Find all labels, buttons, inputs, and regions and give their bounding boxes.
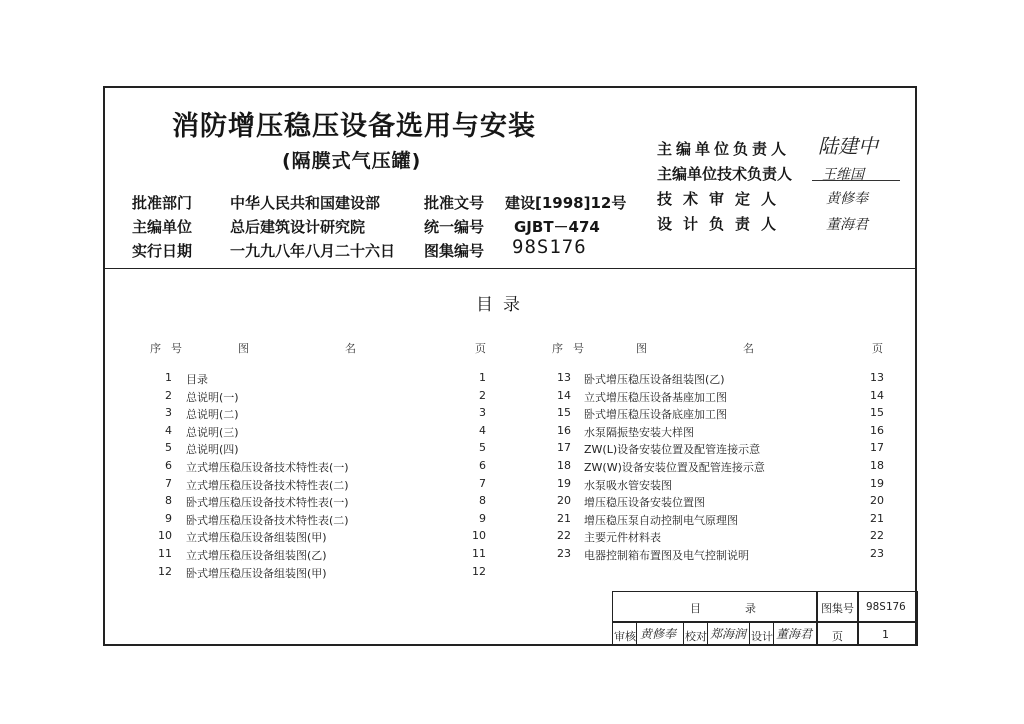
toc-row-page: 22 [870, 529, 884, 542]
toc-row-name: 目录 [186, 373, 208, 386]
chief-unit-value: 总后建筑设计研究院 [230, 218, 366, 236]
title-block-atlas-label: 图集号 [821, 602, 854, 615]
signature-reviewer: 黄修奉 [640, 627, 677, 641]
signature-chief-tech-head: 王维国 [822, 167, 864, 183]
toc-row-number: 23 [557, 547, 571, 560]
toc-row-page: 2 [479, 389, 486, 402]
toc-row-name: 立式增压稳压设备组装图(乙) [186, 549, 327, 562]
toc-row-name: 立式增压稳压设备基座加工图 [584, 391, 727, 404]
toc-row-number: 11 [158, 547, 172, 560]
toc-row-number: 19 [557, 477, 571, 490]
toc-row-name: 卧式增压稳压设备组装图(甲) [186, 567, 327, 580]
toc-title: 目录 [476, 295, 530, 315]
toc-row-name: 卧式增压稳压设备底座加工图 [584, 408, 727, 421]
toc-left-col-name: 图名 [238, 342, 452, 355]
toc-row-name: 卧式增压稳压设备组装图(乙) [584, 373, 725, 386]
signature-designer: 董海君 [776, 627, 813, 641]
toc-row-name: ZW(W)设备安装位置及配管连接示意 [584, 461, 765, 474]
toc-row-number: 18 [557, 459, 571, 472]
toc-row-page: 19 [870, 477, 884, 490]
toc-row-page: 1 [479, 371, 486, 384]
atlas-code-value: 98S176 [512, 236, 587, 258]
document-subtitle: (隔膜式气压罐) [282, 150, 422, 172]
approval-doc-label: 批准文号 [424, 194, 485, 212]
title-block-review-label: 审核 [614, 630, 636, 643]
toc-row-number: 12 [158, 565, 172, 578]
toc-row-name: 水泵隔振垫安装大样图 [584, 426, 694, 439]
tech-reviewer-label: 技术审定人 [657, 190, 788, 208]
toc-row-name: 卧式增压稳压设备技术特性表(一) [186, 496, 349, 509]
signature-design-head: 董海君 [826, 217, 868, 233]
toc-row-page: 13 [870, 371, 884, 384]
toc-row-page: 14 [870, 389, 884, 402]
effective-date-value: 一九九八年八月二十六日 [230, 242, 396, 260]
toc-row-number: 6 [165, 459, 172, 472]
toc-row-name: 立式增压稳压设备组装图(甲) [186, 531, 327, 544]
toc-row-number: 8 [165, 494, 172, 507]
toc-row-name: 总说明(三) [186, 426, 239, 439]
toc-row-number: 14 [557, 389, 571, 402]
toc-row-page: 12 [472, 565, 486, 578]
toc-row-name: ZW(L)设备安装位置及配管连接示意 [584, 443, 761, 456]
toc-row-number: 20 [557, 494, 571, 507]
chief-tech-head-label: 主编单位技术负责人 [657, 165, 793, 183]
toc-row-name: 立式增压稳压设备技术特性表(一) [186, 461, 349, 474]
toc-row-number: 5 [165, 441, 172, 454]
title-block-page-value: 1 [882, 628, 889, 641]
toc-row-name: 增压稳压设备安装位置图 [584, 496, 705, 509]
toc-row-number: 21 [557, 512, 571, 525]
document-title: 消防增压稳压设备选用与安装 [172, 111, 536, 142]
title-block-cell-divider [749, 621, 750, 646]
toc-row-page: 20 [870, 494, 884, 507]
toc-left-col-page: 页 [475, 342, 486, 355]
title-block-cell-divider [636, 621, 637, 646]
toc-row-number: 9 [165, 512, 172, 525]
toc-row-number: 17 [557, 441, 571, 454]
toc-row-page: 16 [870, 424, 884, 437]
toc-row-page: 9 [479, 512, 486, 525]
toc-row-page: 11 [472, 547, 486, 560]
toc-right-col-no: 序号 [552, 342, 594, 355]
toc-row-number: 16 [557, 424, 571, 437]
toc-row-number: 1 [165, 371, 172, 384]
title-block-atlas-value: 98S176 [866, 600, 906, 613]
toc-row-page: 23 [870, 547, 884, 560]
toc-row-number: 10 [158, 529, 172, 542]
title-block-col-divider [857, 591, 859, 646]
toc-row-name: 立式增压稳压设备技术特性表(二) [186, 479, 349, 492]
toc-row-page: 6 [479, 459, 486, 472]
toc-row-name: 增压稳压泵自动控制电气原理图 [584, 514, 738, 527]
toc-row-page: 4 [479, 424, 486, 437]
toc-row-name: 总说明(四) [186, 443, 239, 456]
toc-row-number: 4 [165, 424, 172, 437]
title-block-cell-divider [773, 621, 774, 646]
approval-dept-value: 中华人民共和国建设部 [230, 194, 381, 212]
title-block-sheet-name: 目录 [690, 602, 800, 615]
toc-row-page: 18 [870, 459, 884, 472]
atlas-code-label: 图集编号 [424, 242, 485, 260]
toc-row-page: 17 [870, 441, 884, 454]
title-block-check-label: 校对 [685, 630, 707, 643]
design-head-label: 设计负责人 [657, 215, 788, 233]
title-block-divider [612, 621, 918, 623]
title-block-cell-divider [707, 621, 708, 646]
toc-right-col-page: 页 [872, 342, 883, 355]
toc-row-page: 8 [479, 494, 486, 507]
header-divider [103, 268, 917, 269]
toc-row-number: 3 [165, 406, 172, 419]
signature-tech-reviewer: 黄修奉 [826, 191, 868, 207]
toc-row-number: 15 [557, 406, 571, 419]
title-block-design-label: 设计 [751, 630, 773, 643]
toc-row-number: 2 [165, 389, 172, 402]
toc-left-col-no: 序号 [150, 342, 192, 355]
toc-row-page: 7 [479, 477, 486, 490]
effective-date-label: 实行日期 [132, 242, 193, 260]
toc-right-col-name: 图名 [636, 342, 850, 355]
toc-row-name: 卧式增压稳压设备技术特性表(二) [186, 514, 349, 527]
toc-row-name: 总说明(一) [186, 391, 239, 404]
chief-unit-label: 主编单位 [132, 218, 193, 236]
toc-row-number: 13 [557, 371, 571, 384]
toc-row-number: 22 [557, 529, 571, 542]
approval-doc-value: 建设[1998]12号 [505, 194, 627, 212]
signature-checker: 郑海润 [710, 627, 747, 641]
toc-row-page: 21 [870, 512, 884, 525]
unified-code-label: 统一编号 [424, 218, 485, 236]
title-block-page-label: 页 [832, 630, 843, 643]
title-block-col-divider [816, 591, 818, 646]
unified-code-value: GJBT－474 [514, 218, 600, 236]
toc-row-page: 10 [472, 529, 486, 542]
toc-row-name: 水泵吸水管安装图 [584, 479, 672, 492]
chief-unit-head-label: 主编单位负责人 [657, 140, 791, 158]
signature-chief-unit-head: 陆建中 [818, 134, 878, 158]
toc-row-name: 主要元件材料表 [584, 531, 661, 544]
toc-row-number: 7 [165, 477, 172, 490]
toc-row-page: 5 [479, 441, 486, 454]
signature-underline [812, 180, 900, 181]
toc-row-name: 电器控制箱布置图及电气控制说明 [584, 549, 749, 562]
toc-row-name: 总说明(二) [186, 408, 239, 421]
toc-row-page: 15 [870, 406, 884, 419]
approval-dept-label: 批准部门 [132, 194, 193, 212]
title-block-cell-divider [683, 621, 684, 646]
toc-row-page: 3 [479, 406, 486, 419]
